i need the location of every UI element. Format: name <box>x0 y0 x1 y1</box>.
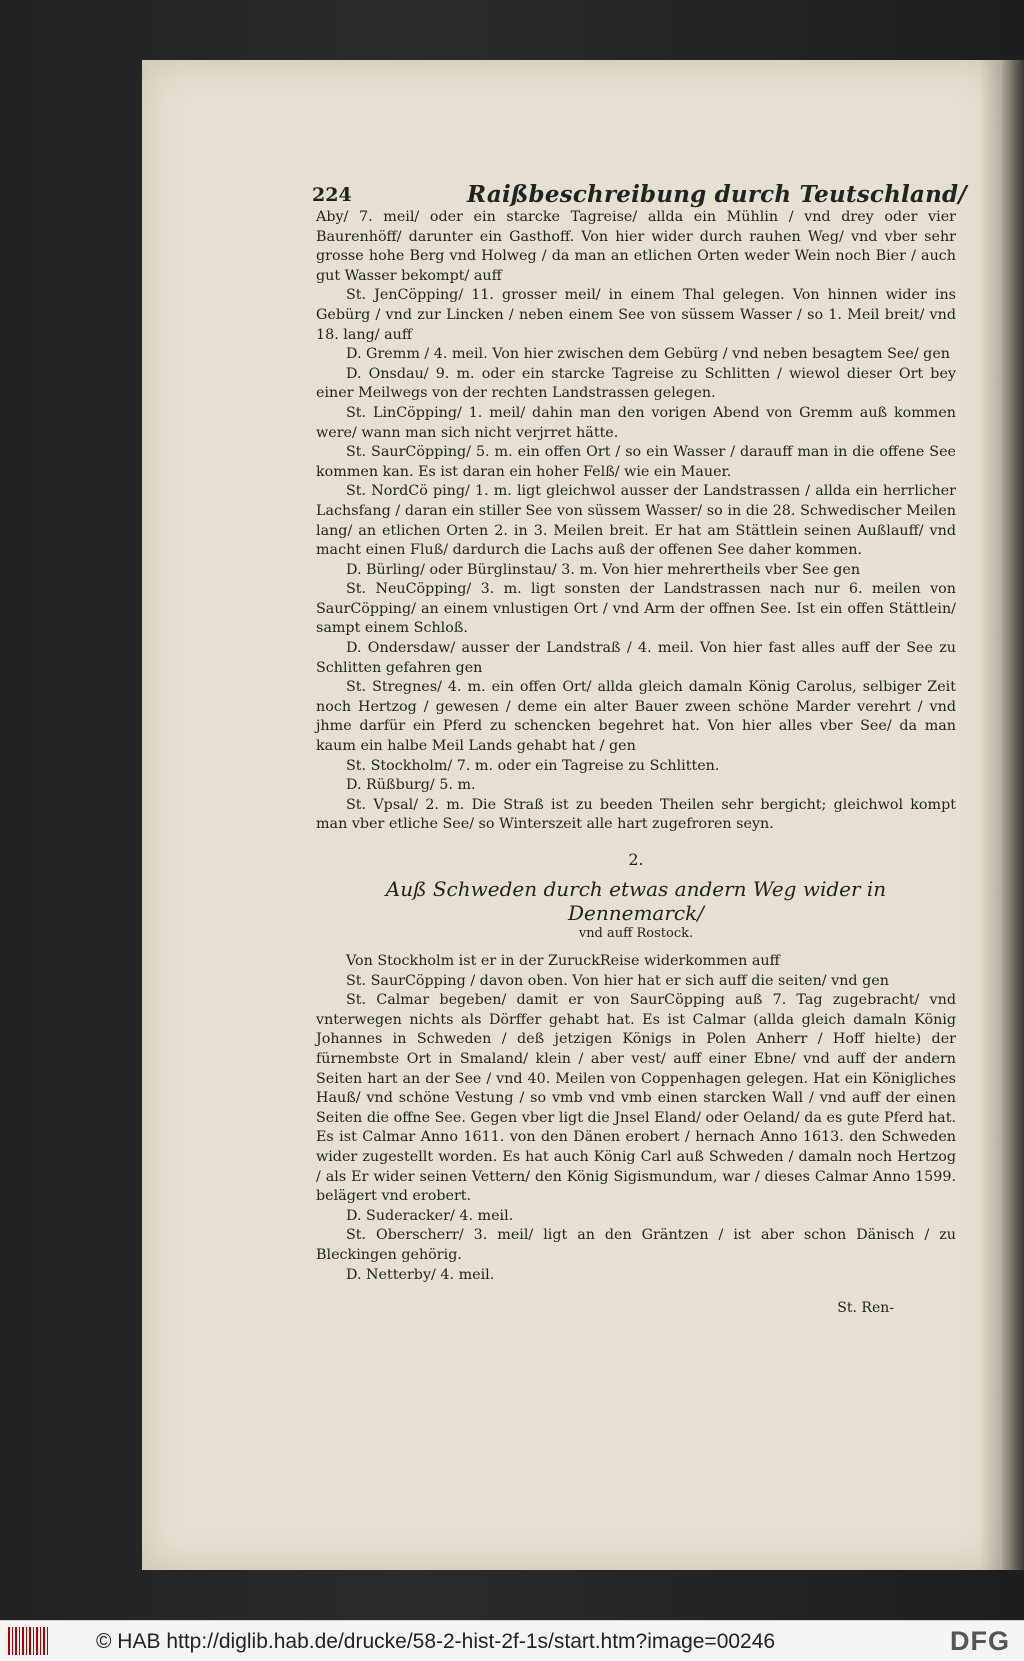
paragraph: St. LinCöpping/ 1. meil/ dahin man den vorigen Abend von Gremm auß kommen were/ wann man sich nicht verjrret hätte. <box>316 404 956 441</box>
book-page <box>142 60 1000 1570</box>
paragraph: D. Netterby/ 4. meil. <box>346 1266 495 1283</box>
paragraph: D. Onsdau/ 9. m. oder ein starcke Tagreise zu Schlitten / wiewol dieser Ort bey einer Meilwegs von der rechten Landstrassen gelegen. <box>316 365 956 402</box>
paragraph: D. Ondersdaw/ ausser der Landstraß / 4. meil. Von hier fast alles auff der See zu Schlitten gefahren gen <box>316 640 956 676</box>
paragraph: St. Stockholm/ 7. m. oder ein Tagreise zu Schlitten. <box>346 757 720 774</box>
source-link[interactable]: © HAB http://diglib.hab.de/drucke/58-2-hist-2f-1s/start.htm?image=00246 <box>96 1630 776 1653</box>
page-header <box>142 178 1000 212</box>
paragraph: Von Stockholm ist er in der ZuruckReise widerkommen auff <box>346 953 780 969</box>
page-number: 224 <box>312 184 352 206</box>
library-logo-icon <box>8 1627 48 1655</box>
paragraph: St. Oberscherr/ 3. meil/ ligt an den Gräntzen / ist aber schon Dänisch / zu Bleckingen gehörig. <box>316 1227 956 1263</box>
paragraph: St. Calmar begeben/ damit er von SaurCöpping auß 7. Tag zugebracht/ vnd vnterwegen nichts als Dörffer gehabt hat. Es ist Calmar (allda gleich damaln König Johannes in Schweden / deß jetzigen Königs in Polen Anherr / Hoff hielte) der fürnembste Ort in Smaland/ klein / aber vest/ auff einer Ebne/ vnd auff der andern Seiten hart an der See / vnd 40. Meilen von Coppenhagen gelegen. Hat ein Königliches Hauß/ vnd schöne Vestung / so vmb vnd vmb einen starcken Wall / vnd auff der einen Seiten die offne See. Gegen vber ligt die Jnsel Eland/ oder Oeland/ da es gute Pferd hat. Es ist Calmar Anno 1611. von den Dänen erobert / hernach Anno 1613. den Schweden wider zugestellt worden. Es hat auch König Carl auß Schweden / damaln noch Hertzog / als Er wider seinen Vettern/ den König Sigismundum, war / dieses Calmar Anno 1599. belägert vnd erobert. <box>316 992 956 1205</box>
paragraph: St. Stregnes/ 4. m. ein offen Ort/ allda gleich damaln König Carolus, selbiger Zeit noch Hertzog / gewesen / deme ein alter Bauer zween schöne Marder verehrt / vnd jhme darfür ein Pferd zu schencken begehret hat. Von hier alles vber See/ da man kaum ein halbe Meil Lands gehabt hat / gen <box>316 679 956 755</box>
section-title: Auß Schweden durch etwas andern Weg wider in Dennemarck/ <box>385 877 887 925</box>
paragraph: D. Bürling/ oder Bürglinstau/ 3. m. Von hier mehrertheils vber See gen <box>346 561 861 578</box>
page-body <box>316 208 956 1285</box>
running-title: Raißbeschreibung durch Teutschland/ <box>467 181 967 208</box>
paragraph: D. Suderacker/ 4. meil. <box>346 1207 514 1224</box>
paragraph: St. SaurCöpping / davon oben. Von hier hat er sich auff die seiten/ vnd gen <box>346 972 889 989</box>
dfg-logo: DFG <box>950 1626 1010 1656</box>
paragraph: St. NordCö ping/ 1. m. ligt gleichwol ausser der Landstrassen / allda ein herrlicher Lachsfang / daran ein stiller See von süssem Wasser/ so in die 28. Schwedischer Meilen lang/ an etlichen Orten 2. in 3. Meilen breit. Er hat am Stättlein seinen Außlauff/ vnd macht einen Fluß/ dardurch die Lachs auß der offenen See daher kommen. <box>316 483 956 559</box>
paragraph: St. SaurCöpping/ 5. m. ein offen Ort / so ein Wasser / darauff man in die offene See kommen kan. Es ist daran ein hoher Felß/ wie ein Mauer. <box>316 444 956 480</box>
paragraph: Aby/ 7. meil/ oder ein starcke Tagreise/ allda ein Mühlin / vnd drey oder vier Baurenhöff/ darunter ein Gasthoff. Von hier wider durch rauhen Weg/ vnd vber sehr grosse hohe Berg vnd Holweg / da man an etlichen Orten weder Wein noch Bier / auch gut Wasser bekompt/ auff <box>316 209 956 284</box>
section-subtitle: vnd auff Rostock. <box>578 926 694 941</box>
paragraph: St. NeuCöpping/ 3. m. ligt sonsten der Landstrassen nach nur 6. meilen von SaurCöpping/ an einem vnlustigen Ort / vnd Arm der offnen See. Ist ein offen Stättlein/ sampt einem Schloß. <box>316 581 956 637</box>
catchword: St. Ren- <box>837 1300 894 1316</box>
section-number: 2. <box>628 850 644 869</box>
paragraph: St. Vpsal/ 2. m. Die Straß ist zu beeden Theilen sehr bergicht; gleichwol kompt man vber etliche See/ so Winterszeit alle hart zugefroren seyn. <box>316 796 956 833</box>
paragraph: St. JenCöpping/ 11. grosser meil/ in einem Thal gelegen. Von hinnen wider ins Gebürg / vnd zur Lincken / neben einem See von süssem Wasser / so 1. Meil breit/ vnd 18. lang/ auff <box>316 287 956 343</box>
paragraph: D. Rüßburg/ 5. m. <box>346 777 476 794</box>
paragraph: D. Gremm / 4. meil. Von hier zwischen dem Gebürg / vnd neben besagtem See/ gen <box>346 346 951 363</box>
viewer-footer <box>0 1620 1024 1661</box>
